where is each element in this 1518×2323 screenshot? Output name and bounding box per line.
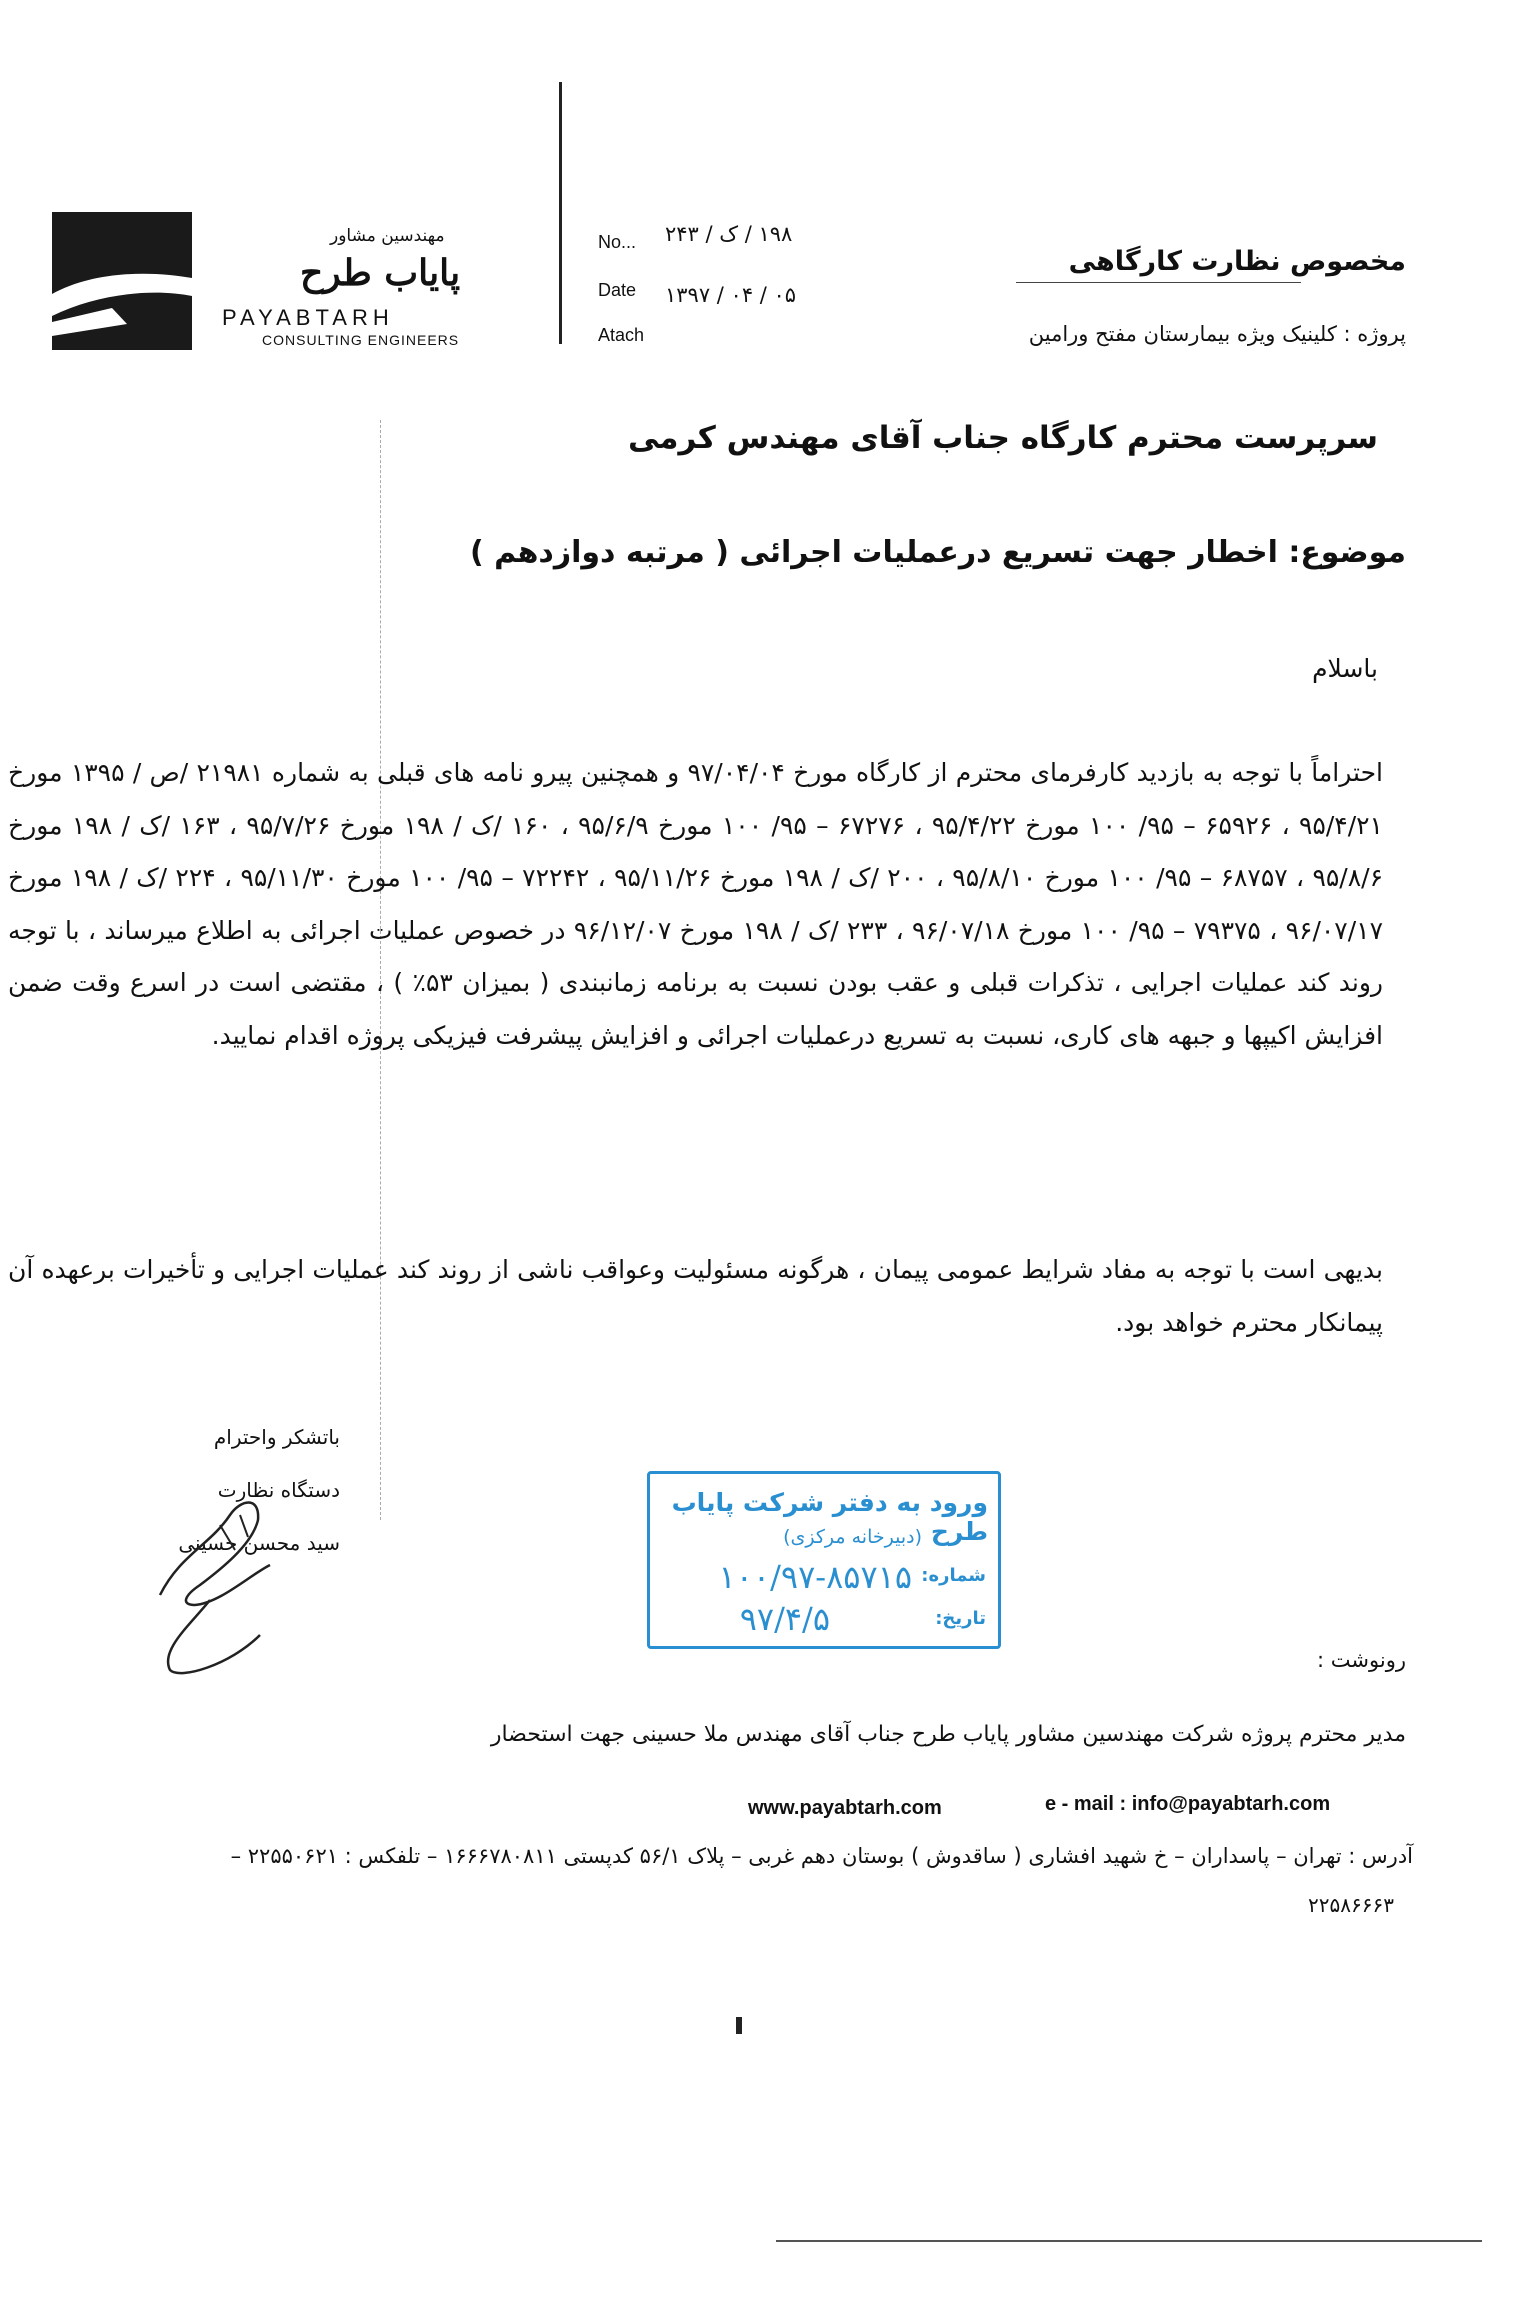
stamp-subtitle: (دبیرخانه مرکزی) [783,1526,922,1548]
office-title: مخصوص نظارت کارگاهی [1068,246,1406,277]
meta-no-label: No... [598,232,637,252]
closing-signer: سید محسن حسینی [178,1531,340,1555]
stamp-number-value: ۱۰۰/۹۷-۸۵۷۱۵ [718,1558,912,1596]
meta-no-value: ۱۹۸ / ک / ۲۴۳ [665,222,793,246]
bottom-rule [776,2240,1482,2242]
logo-company-fa-small: مهندسین مشاور [330,226,445,246]
project-line: پروژه : کلینیک ویژه بیمارستان مفتح ورامین [1028,322,1406,346]
signature-icon [140,1475,310,1685]
meta-date-value: ۱۳۹۷ / ۰۴ / ۰۵ [665,283,797,307]
footer-address-line2: ۲۲۵۸۶۶۶۳ [1308,1893,1394,1917]
meta-attach-label: Atach [598,325,645,345]
cc-line: مدیر محترم پروژه شرکت مهندسین مشاور پایاب طرح جناب آقای مهندس ملا حسینی جهت استحضار [490,1722,1406,1747]
office-title-underline [1016,282,1301,283]
footer-email-link[interactable]: e - mail : info@payabtarh.com [1045,1793,1331,1815]
logo-swoosh-icon [52,212,192,350]
body-paragraph-2: بدیهی است با توجه به مفاد شرایط عمومی پیمان ، هرگونه مسئولیت وعواقب ناشی از روند کند عملیات اجرایی و تأخیرات برعهده آن پیمانکار محترم خواهد بود. [8,1255,1383,1337]
logo-company-en: PAYABTARH [222,305,394,330]
recipient-line: سرپرست محترم کارگاه جناب آقای مهندس کرمی [627,420,1378,456]
subject-line: موضوع: اخطار جهت تسریع درعملیات اجرائی ( مرتبه دوازدهم ) [469,535,1406,570]
greeting: باسلام [1312,654,1378,683]
company-logo [52,212,192,350]
body-paragraph-1: احتراماً با توجه به بازدید کارفرمای محترم از کارگاه مورخ ۹۷/۰۴/۰۴ و همچنین پیرو نامه های قبلی به شماره ۲۱۹۸۱ /ص / ۱۳۹۵ مورخ ۹۵/۴/۲۱ ، ۶۵۹۲۶ – ۹۵/ ۱۰۰ مورخ ۹۵/۴/۲۲ ، ۶۷۲۷۶ – ۹۵/ ۱۰۰ مورخ ۹۵/۶/۹ ، ۱۶۰ /ک / ۱۹۸ مورخ ۹۵/۷/۲۶ ، ۱۶۳ /ک / ۱۹۸ مورخ ۹۵/۸/۶ ، ۶۸۷۵۷ – ۹۵/ ۱۰۰ مورخ ۹۵/۸/۱۰ ، ۲۰۰ /ک / ۱۹۸ مورخ ۹۵/۱۱/۲۶ ، ۷۲۲۴۲ – ۹۵/ ۱۰۰ مورخ ۹۵/۱۱/۳۰ ، ۲۲۴ /ک / ۱۹۸ مورخ ۹۶/۰۷/۱۷ ، ۷۹۳۷۵ – ۹۵/ ۱۰۰ مورخ ۹۶/۰۷/۱۸ ، ۲۳۳ /ک / ۱۹۸ مورخ ۹۶/۱۲/۰۷ در خصوص عملیات اجرائی به اطلاع میرساند ، با توجه روند کند عملیات اجرایی ، تذکرات قبلی و عقب بودن نسبت به برنامه زمانبندی ( بمیزان ۵۳٪ ) ، مقتضی است در اسرع وقت ضمن افزایش اکیپها و جبهه های کاری، نسبت به تسریع درعملیات اجرائی و افزایش پیشرفت فیزیکی پروژه اقدام نمایید. [8,758,1384,1050]
cc-label: رونوشت : [1317,1648,1406,1672]
logo-company-fa: پایاب طرح [300,252,461,294]
stamp-title: ورود به دفتر شرکت پایاب طرح [671,1488,988,1546]
stamp-date-value: ۹۷/۴/۵ [739,1600,830,1638]
footer-address: آدرس : تهران – پاسداران – خ شهید افشاری ( ساقدوش ) بوستان دهم غربی – پلاک ۵۶/۱ کدپستی ۱۶۶۶۷۸۰۸۱۱ – تلفکس : ۲۲۵۵۰۶۲۱ – [230,1844,1413,1868]
closing-dept: دستگاه نظارت [217,1478,340,1502]
page-mark [736,2017,742,2034]
reception-stamp [647,1471,1001,1649]
header-divider [559,82,562,344]
closing-thanks: باتشکر واحترام [213,1425,340,1449]
footer-website-link[interactable]: www.payabtarh.com [748,1797,942,1819]
stamp-date-label: تاریخ: [935,1608,986,1629]
logo-company-en-sub: CONSULTING ENGINEERS [262,332,460,348]
stamp-number-label: شماره: [921,1565,986,1586]
meta-date-label: Date [598,280,637,300]
